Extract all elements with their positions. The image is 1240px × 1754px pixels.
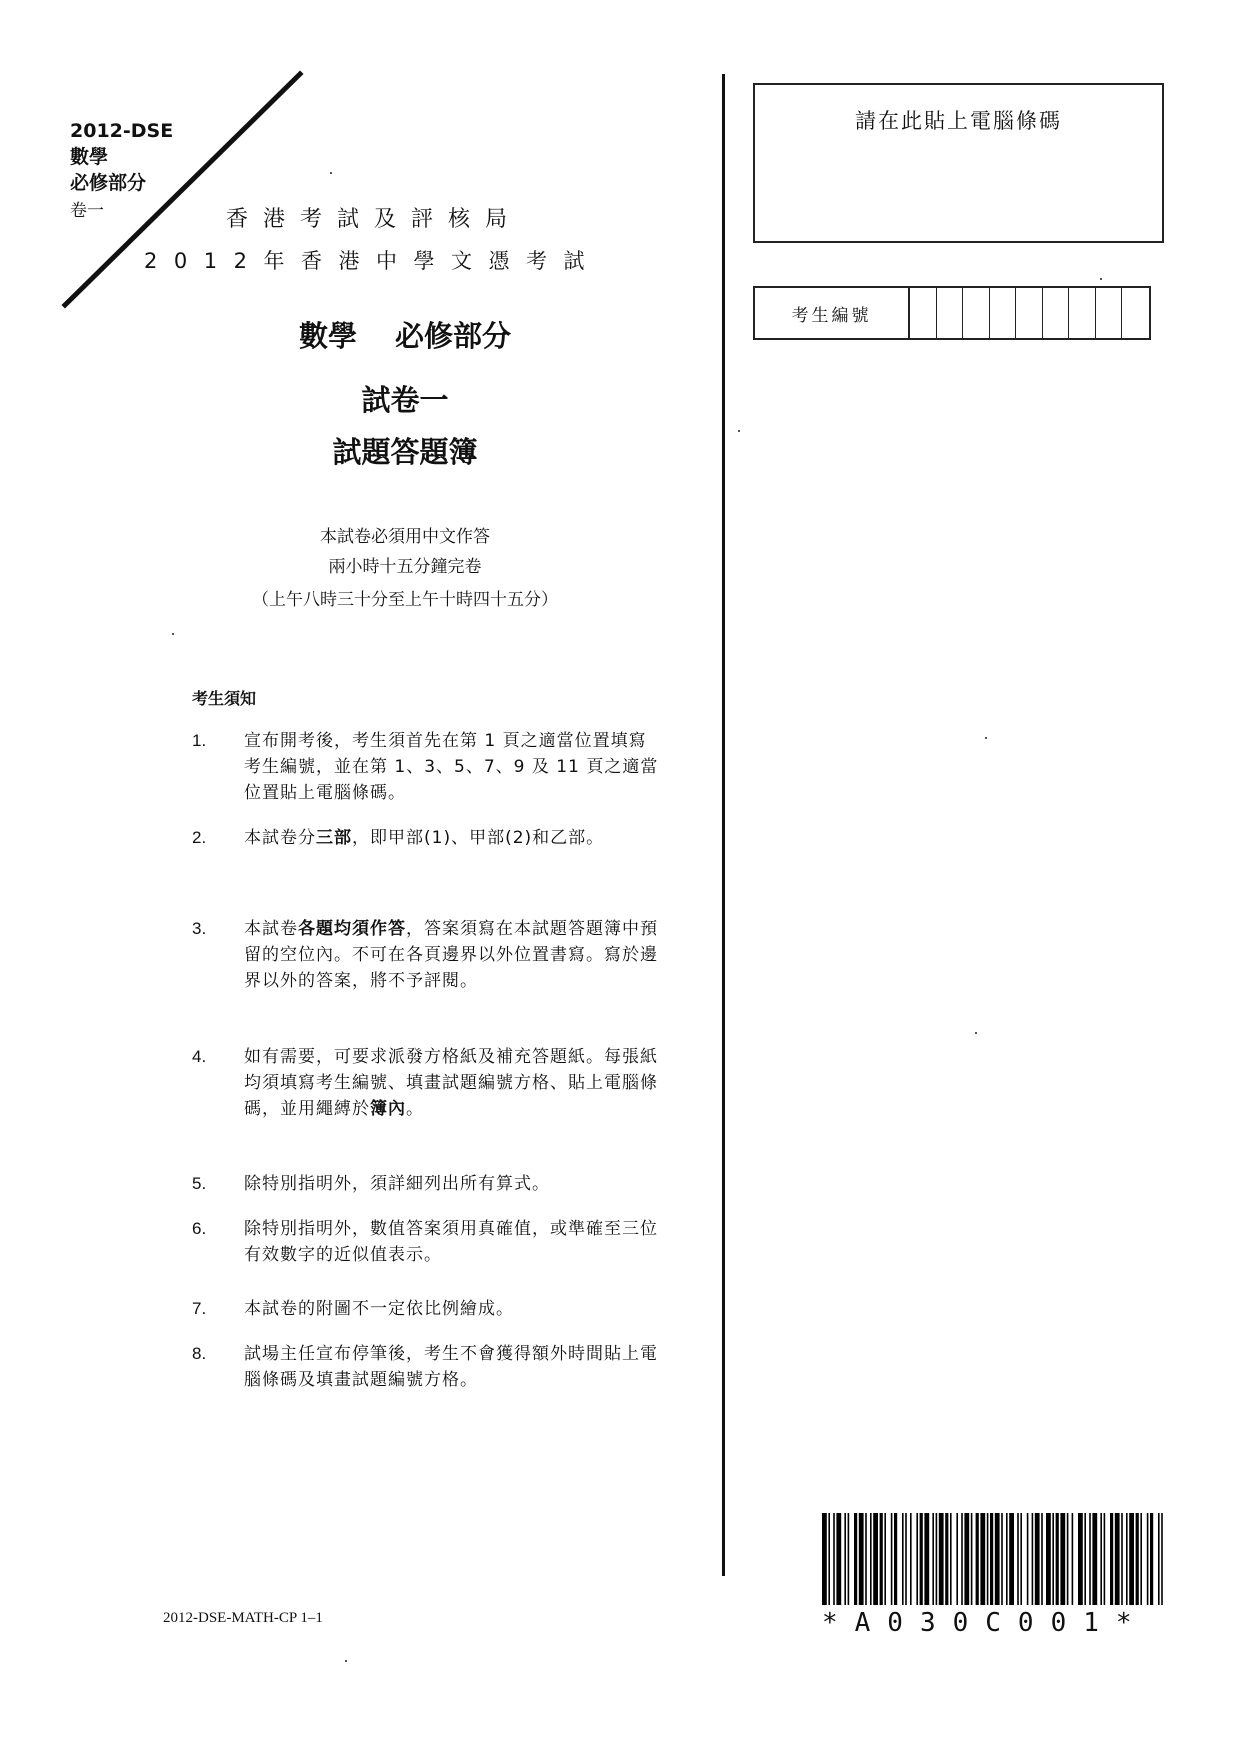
barcode-bar	[1027, 1513, 1029, 1605]
barcode-bar	[873, 1513, 878, 1605]
title-part: 必修部分	[395, 319, 512, 353]
barcode-bar	[976, 1513, 979, 1605]
instruction-item	[192, 1296, 667, 1341]
barcode-bar	[971, 1513, 973, 1605]
barcode-bar	[1052, 1513, 1054, 1605]
corner-exam-code: 2012-DSE	[70, 120, 174, 142]
barcode-bar	[964, 1513, 969, 1605]
instruction-text: 試場主任宣布停筆後，考生不會獲得額外時間貼上電腦條碼及填畫試題編號方格。	[244, 1344, 658, 1390]
instruction-item	[192, 1044, 667, 1171]
instruction-text-part: 如有需要，可要求派發方格紙及補充答題紙。每張紙均須填寫考生編號、填畫試題編號方格、貼上電腦條碼，並用繩縛於	[244, 1047, 658, 1119]
instruction-item	[192, 1171, 667, 1216]
barcode-bar	[961, 1513, 963, 1605]
scan-speck	[345, 1660, 347, 1662]
barcode-bar	[1089, 1513, 1091, 1605]
barcode-bar	[980, 1513, 985, 1605]
corner-part: 必修部分	[70, 172, 147, 194]
barcode-bar	[1115, 1513, 1120, 1605]
instruction-text-part: 。	[406, 1099, 424, 1119]
barcode-bar	[1067, 1513, 1069, 1605]
barcode-bar	[1032, 1513, 1034, 1605]
barcode-bar	[1035, 1513, 1040, 1605]
candidate-number-cell[interactable]	[1069, 288, 1096, 338]
candidate-number-cell[interactable]	[910, 288, 937, 338]
instruction-number: 5.	[192, 1174, 207, 1193]
instruction-text-part: ，即甲部(1)、甲部(2)和乙部。	[352, 828, 605, 848]
barcode-bar	[1046, 1513, 1051, 1605]
exam-authority: 香港考試及評核局	[226, 207, 523, 232]
barcode-bar	[880, 1513, 883, 1605]
barcode-bar	[987, 1513, 989, 1605]
barcode-image	[822, 1513, 1166, 1605]
duration-note: 兩小時十五分鐘完卷	[328, 557, 482, 577]
candidate-number-cell[interactable]	[1043, 288, 1070, 338]
barcode-bar	[924, 1513, 929, 1605]
barcode-bar	[1041, 1513, 1043, 1605]
barcode-bar	[950, 1513, 952, 1605]
barcode-bar	[884, 1513, 886, 1605]
barcode-bar	[1001, 1513, 1003, 1605]
barcode-bar	[1020, 1513, 1022, 1605]
barcode-bar	[870, 1513, 872, 1605]
barcode-bar	[990, 1513, 993, 1605]
instruction-emphasis: 三部	[316, 828, 352, 848]
barcode-bar	[833, 1513, 835, 1605]
barcode-bar	[828, 1513, 830, 1605]
instruction-text-part: 本試卷	[244, 919, 298, 939]
page-footer-code: 2012-DSE-MATH-CP 1–1	[163, 1610, 323, 1626]
corner-subject: 數學	[70, 146, 109, 168]
candidate-number-label: 考生編號	[755, 288, 910, 338]
scan-speck	[172, 633, 174, 635]
instructions-list	[192, 728, 667, 1401]
barcode-bar	[1060, 1513, 1065, 1605]
barcode-bar	[1017, 1513, 1019, 1605]
exam-name: 2012年香港中學文憑考試	[144, 249, 601, 273]
barcode-bar	[920, 1513, 923, 1605]
instruction-number: 4.	[192, 1047, 207, 1066]
time-range-note: （上午八時三十分至上午十時四十五分）	[252, 590, 558, 610]
barcode-text: *A030C001*	[822, 1608, 1149, 1638]
barcode-bar	[916, 1513, 918, 1605]
barcode-bar	[1100, 1513, 1102, 1605]
barcode-bar	[1121, 1513, 1123, 1605]
candidate-number-cell[interactable]	[963, 288, 990, 338]
candidate-number-cell[interactable]	[937, 288, 964, 338]
instruction-item	[192, 1216, 667, 1296]
instruction-number: 8.	[192, 1344, 207, 1363]
barcode-bar	[1104, 1513, 1106, 1605]
barcode-bar	[902, 1513, 904, 1605]
scan-speck	[330, 172, 332, 174]
barcode-bar	[936, 1513, 938, 1605]
instruction-text-part: 本試卷分	[244, 828, 316, 848]
barcode-bar	[905, 1513, 907, 1605]
barcode-bar	[1129, 1513, 1134, 1605]
instruction-item	[192, 916, 667, 1044]
instruction-text	[244, 825, 662, 916]
instruction-emphasis: 簿內	[370, 1099, 406, 1119]
candidate-number-cell[interactable]	[1122, 288, 1149, 338]
barcode-bar	[1158, 1513, 1160, 1605]
barcode-bar	[865, 1513, 867, 1605]
barcode-bar	[822, 1513, 827, 1605]
barcode-bar	[894, 1513, 897, 1605]
barcode-bar	[1056, 1513, 1059, 1605]
barcode-bar	[956, 1513, 958, 1605]
instruction-item	[192, 728, 667, 825]
instruction-text: 除特別指明外，須詳細列出所有算式。	[244, 1174, 550, 1194]
booklet-title: 試題答題簿	[332, 435, 478, 469]
corner-paper: 卷一	[70, 201, 104, 221]
instruction-emphasis: 各題均須作答	[298, 919, 406, 939]
instruction-number: 3.	[192, 919, 207, 938]
barcode-bar	[1006, 1513, 1008, 1605]
instruction-item	[192, 825, 667, 916]
scan-speck	[738, 430, 740, 432]
barcode-bar	[1084, 1513, 1086, 1605]
instruction-text: 本試卷的附圖不一定依比例繪成。	[244, 1299, 514, 1319]
candidate-number-cell[interactable]	[1096, 288, 1123, 338]
barcode-bar	[945, 1513, 948, 1605]
candidate-number-cell[interactable]	[990, 288, 1017, 338]
barcode-bar	[848, 1513, 850, 1605]
instruction-text: 除特別指明外，數值答案須用真確值，或準確至三位有效數字的近似值表示。	[244, 1219, 658, 1265]
scan-speck	[1100, 278, 1102, 280]
barcode-bar	[1072, 1513, 1074, 1605]
barcode-bar	[1147, 1513, 1149, 1605]
corner-tag	[70, 118, 210, 224]
instruction-text	[244, 1044, 662, 1171]
instruction-text	[244, 916, 662, 1044]
barcode-bar	[1078, 1513, 1083, 1605]
barcode-bar	[995, 1513, 1000, 1605]
candidate-number-cell[interactable]	[1016, 288, 1043, 338]
barcode-bar	[891, 1513, 893, 1605]
instruction-text: 宣布開考後，考生須首先在第 1 頁之適當位置填寫考生編號，並在第 1、3、5、7、9 及 11 頁之適當位置貼上電腦條碼。	[244, 731, 659, 803]
barcode-bar	[836, 1513, 841, 1605]
barcode-bar	[1136, 1513, 1139, 1605]
scan-speck	[975, 1032, 977, 1034]
barcode-bar	[1161, 1513, 1163, 1605]
paper-title	[140, 314, 670, 355]
instructions-heading: 考生須知	[192, 689, 257, 708]
barcode-bar	[844, 1513, 846, 1605]
language-note: 本試卷必須用中文作答	[320, 527, 490, 547]
barcode-bar	[1110, 1513, 1113, 1605]
page-divider	[722, 74, 725, 1576]
instruction-item	[192, 1341, 667, 1401]
barcode-bar	[1092, 1513, 1097, 1605]
barcode-bar	[1126, 1513, 1128, 1605]
barcode-label-instruction: 請在此貼上電腦條碼	[855, 109, 1062, 133]
instruction-number: 6.	[192, 1219, 207, 1238]
barcode-bar	[859, 1513, 864, 1605]
barcode-bar	[939, 1513, 944, 1605]
instruction-number: 7.	[192, 1299, 207, 1318]
instruction-number: 1.	[192, 731, 207, 750]
scan-speck	[985, 737, 987, 739]
barcode-bar	[910, 1513, 912, 1605]
paper-number: 試卷一	[361, 383, 449, 417]
title-subject: 數學	[298, 319, 357, 353]
instruction-text-part: ，答案須寫在本試題答題簿中預留的空位內。不可在各頁邊界以外位置書寫。寫於邊界以外的答案，將不予評閱。	[244, 919, 658, 991]
barcode-bar	[1009, 1513, 1014, 1605]
candidate-number-field[interactable]	[753, 286, 1151, 340]
instruction-number: 2.	[192, 828, 207, 847]
barcode-bar	[854, 1513, 857, 1605]
barcode-bar	[932, 1513, 934, 1605]
barcode-bar	[1140, 1513, 1142, 1605]
barcode-bar	[1150, 1513, 1153, 1605]
